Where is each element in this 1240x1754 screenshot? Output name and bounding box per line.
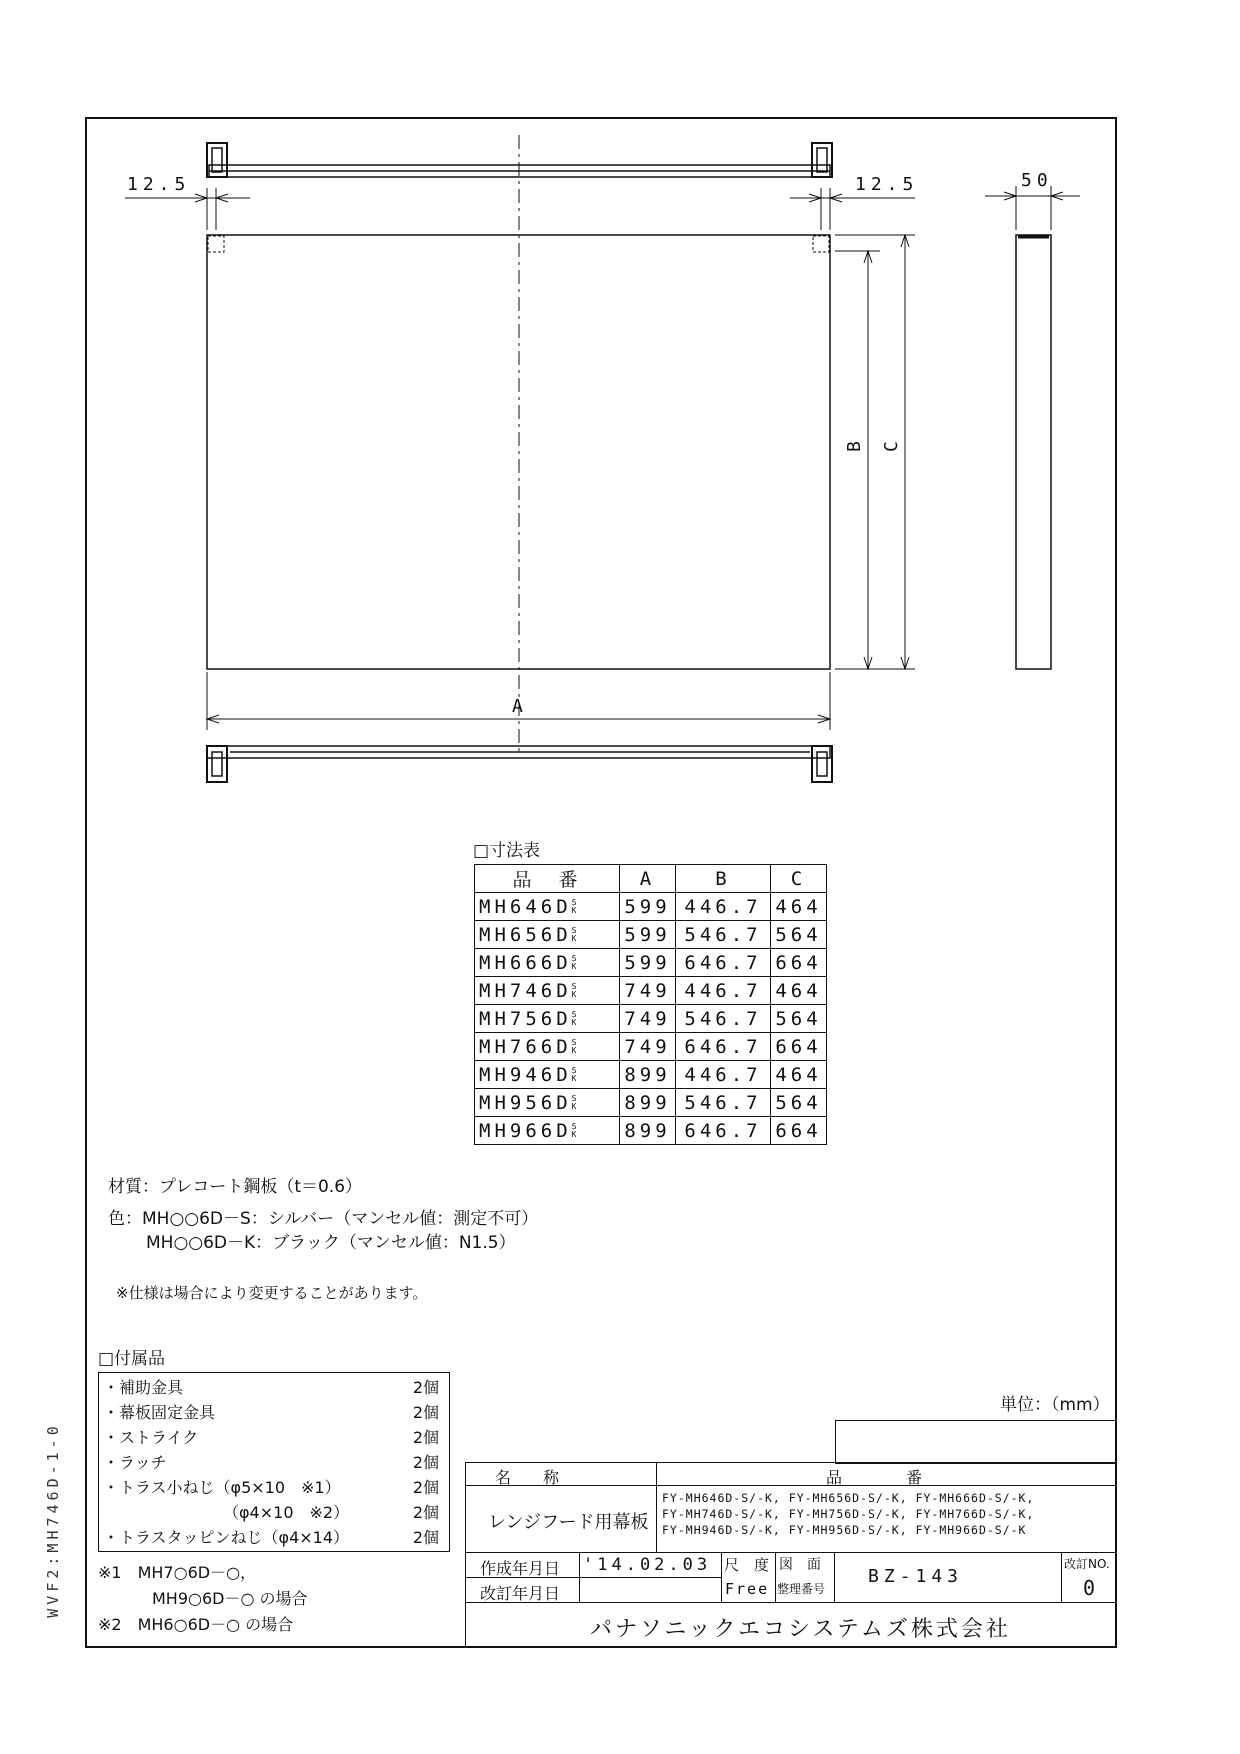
accessory-name: ・ストライク: [103, 1428, 199, 1447]
suffix-k: K: [571, 990, 577, 999]
dim-left-value: 12.5: [127, 174, 191, 195]
suffix-k: K: [571, 1102, 577, 1111]
suffix-k: K: [571, 1074, 577, 1083]
value-a: 749: [620, 1033, 676, 1061]
accessory-name: ・トラスタッピンねじ（φ4×14）: [103, 1528, 350, 1547]
accessories-list: [98, 1372, 450, 1552]
suffix-k: K: [571, 1130, 577, 1139]
drawing-no-label-1: 図 面: [779, 1557, 821, 1573]
part-line-1: FY-MH646D-S/-K, FY-MH656D-S/-K, FY-MH666D-S/-K,: [662, 1491, 1035, 1505]
color-suffix: [572, 955, 577, 971]
value-c: 564: [771, 1005, 827, 1033]
accessories-title: □付属品: [98, 1349, 166, 1369]
product-name: レンジフード用幕板: [488, 1512, 649, 1533]
dimension-table-title: □寸法表: [473, 841, 541, 861]
list-item: [103, 1450, 443, 1475]
list-item: [103, 1475, 443, 1500]
model-number: MH756D: [479, 1007, 572, 1030]
accessory-qty: 2個: [412, 1503, 439, 1522]
model-cell: [475, 1005, 620, 1033]
name-header-cell: [465, 1462, 657, 1486]
value-a: 899: [620, 1117, 676, 1145]
dimension-table-body: [475, 893, 827, 1145]
suffix-s: S: [571, 1010, 577, 1019]
footnote-1a: ※1 MH7○6D－○，: [98, 1563, 257, 1582]
accessory-qty: 2個: [412, 1403, 439, 1422]
empty-revision-box: [835, 1420, 1117, 1464]
list-item: [103, 1500, 443, 1525]
created-label: 作成年月日: [480, 1559, 561, 1578]
table-row: [475, 1089, 827, 1117]
value-c: 664: [771, 949, 827, 977]
suffix-s: S: [571, 898, 577, 907]
suffix-s: S: [571, 982, 577, 991]
value-a: 899: [620, 1061, 676, 1089]
value-a: 749: [620, 1005, 676, 1033]
suffix-s: S: [571, 926, 577, 935]
footnote-1b: MH9○6D－○ の場合: [152, 1589, 308, 1608]
accessory-name: （φ4×10 ※2）: [223, 1503, 350, 1522]
value-b: 546.7: [676, 921, 771, 949]
value-b: 446.7: [676, 893, 771, 921]
table-row: [475, 1005, 827, 1033]
dim-b-label: B: [844, 436, 865, 452]
table-row: [475, 1117, 827, 1145]
drawing-number: BZ-143: [868, 1566, 964, 1587]
model-number: MH746D: [479, 979, 572, 1002]
accessory-name: ・補助金具: [103, 1378, 184, 1397]
accessory-qty: 2個: [412, 1428, 439, 1447]
color-suffix: [572, 1011, 577, 1027]
material-note: 材質：プレコート鋼板（t＝0.6）: [108, 1177, 363, 1197]
part-header: 品 番: [826, 1468, 923, 1487]
revised-label: 改訂年月日: [480, 1584, 561, 1603]
color-suffix: [572, 1123, 577, 1139]
suffix-s: S: [571, 1066, 577, 1075]
scale-value: Free: [725, 1580, 770, 1598]
model-cell: [475, 1061, 620, 1089]
color-suffix: [572, 1039, 577, 1055]
model-number: MH946D: [479, 1063, 572, 1086]
value-a: 749: [620, 977, 676, 1005]
value-a: 599: [620, 949, 676, 977]
header-b: B: [676, 865, 771, 893]
value-b: 446.7: [676, 977, 771, 1005]
value-a: 599: [620, 921, 676, 949]
part-line-2: FY-MH746D-S/-K, FY-MH756D-S/-K, FY-MH766D-S/-K,: [662, 1507, 1035, 1521]
color-suffix: [572, 1095, 577, 1111]
table-row: [475, 921, 827, 949]
value-c: 664: [771, 1033, 827, 1061]
color-suffix: [572, 927, 577, 943]
model-cell: [475, 893, 620, 921]
revised-value-cell: [579, 1577, 722, 1603]
unit-label: 単位：（mm）: [1000, 1395, 1110, 1415]
value-a: 599: [620, 893, 676, 921]
part-line-3: FY-MH946D-S/-K, FY-MH956D-S/-K, FY-MH966D-S/-K: [662, 1523, 1027, 1537]
model-number: MH656D: [479, 923, 572, 946]
model-number: MH646D: [479, 895, 572, 918]
value-c: 664: [771, 1117, 827, 1145]
dimension-table-header: [475, 865, 827, 893]
dim-right-value: 12.5: [855, 174, 919, 195]
table-row: [475, 1061, 827, 1089]
color-note-silver: 色：MH○○6D－S：シルバー（マンセル値：測定不可）: [108, 1209, 539, 1229]
dim-side-value: 50: [1021, 170, 1053, 191]
header-part-number: 品 番: [475, 865, 620, 893]
header-a: A: [620, 865, 676, 893]
list-item: [103, 1400, 443, 1425]
table-row: [475, 977, 827, 1005]
model-number: MH766D: [479, 1035, 572, 1058]
model-cell: [475, 977, 620, 1005]
revision-label: 改訂NO.: [1064, 1557, 1110, 1571]
value-b: 446.7: [676, 1061, 771, 1089]
model-cell: [475, 921, 620, 949]
color-suffix: [572, 1067, 577, 1083]
suffix-k: K: [571, 934, 577, 943]
accessory-qty: 2個: [412, 1378, 439, 1397]
color-note-black: MH○○6D－K：ブラック（マンセル値：N1.5）: [146, 1233, 516, 1253]
suffix-k: K: [571, 906, 577, 915]
model-cell: [475, 1033, 620, 1061]
suffix-s: S: [571, 954, 577, 963]
suffix-k: K: [571, 962, 577, 971]
value-b: 646.7: [676, 1117, 771, 1145]
value-c: 564: [771, 1089, 827, 1117]
dim-c-label: C: [881, 436, 902, 452]
value-b: 646.7: [676, 1033, 771, 1061]
dimension-table: [474, 864, 827, 1145]
suffix-k: K: [571, 1046, 577, 1055]
accessory-name: ・ラッチ: [103, 1453, 167, 1472]
accessory-name: ・トラス小ねじ（φ5×10 ※1）: [103, 1478, 341, 1497]
dim-a-label: A: [512, 696, 528, 717]
footnote-2: ※2 MH6○6D－○ の場合: [98, 1615, 294, 1634]
table-row: [475, 893, 827, 921]
list-item: [103, 1375, 443, 1400]
created-date: '14.02.03: [583, 1555, 712, 1575]
color-suffix: [572, 899, 577, 915]
model-number: MH666D: [479, 951, 572, 974]
value-a: 899: [620, 1089, 676, 1117]
accessory-qty: 2個: [412, 1453, 439, 1472]
value-c: 464: [771, 893, 827, 921]
bottom-view: [207, 746, 832, 782]
spec-change-note: ※仕様は場合により変更することがあります。: [116, 1284, 428, 1302]
revision-number: 0: [1083, 1576, 1096, 1600]
model-cell: [475, 1089, 620, 1117]
accessory-qty: 2個: [412, 1528, 439, 1547]
value-b: 646.7: [676, 949, 771, 977]
value-c: 564: [771, 921, 827, 949]
color-suffix: [572, 983, 577, 999]
table-row: [475, 949, 827, 977]
model-number: MH966D: [479, 1119, 572, 1142]
model-number: MH956D: [479, 1091, 572, 1114]
list-item: [103, 1525, 443, 1550]
suffix-k: K: [571, 1018, 577, 1027]
name-header: 名 称: [495, 1468, 560, 1487]
header-c: C: [771, 865, 827, 893]
accessory-name: ・幕板固定金具: [103, 1403, 216, 1422]
suffix-s: S: [571, 1094, 577, 1103]
side-view: [985, 186, 1080, 669]
value-b: 546.7: [676, 1005, 771, 1033]
accessory-qty: 2個: [412, 1478, 439, 1497]
scale-label: 尺 度: [724, 1556, 770, 1574]
model-cell: [475, 949, 620, 977]
value-b: 546.7: [676, 1089, 771, 1117]
value-c: 464: [771, 1061, 827, 1089]
drawing-no-label-2: 整理番号: [777, 1582, 826, 1596]
company-name: パナソニックエコシステムズ株式会社: [590, 1617, 1011, 1642]
side-drawing-code: WVF2:MH746D-1-0: [44, 1422, 62, 1618]
suffix-s: S: [571, 1122, 577, 1131]
value-c: 464: [771, 977, 827, 1005]
list-item: [103, 1425, 443, 1450]
table-row: [475, 1033, 827, 1061]
suffix-s: S: [571, 1038, 577, 1047]
model-cell: [475, 1117, 620, 1145]
